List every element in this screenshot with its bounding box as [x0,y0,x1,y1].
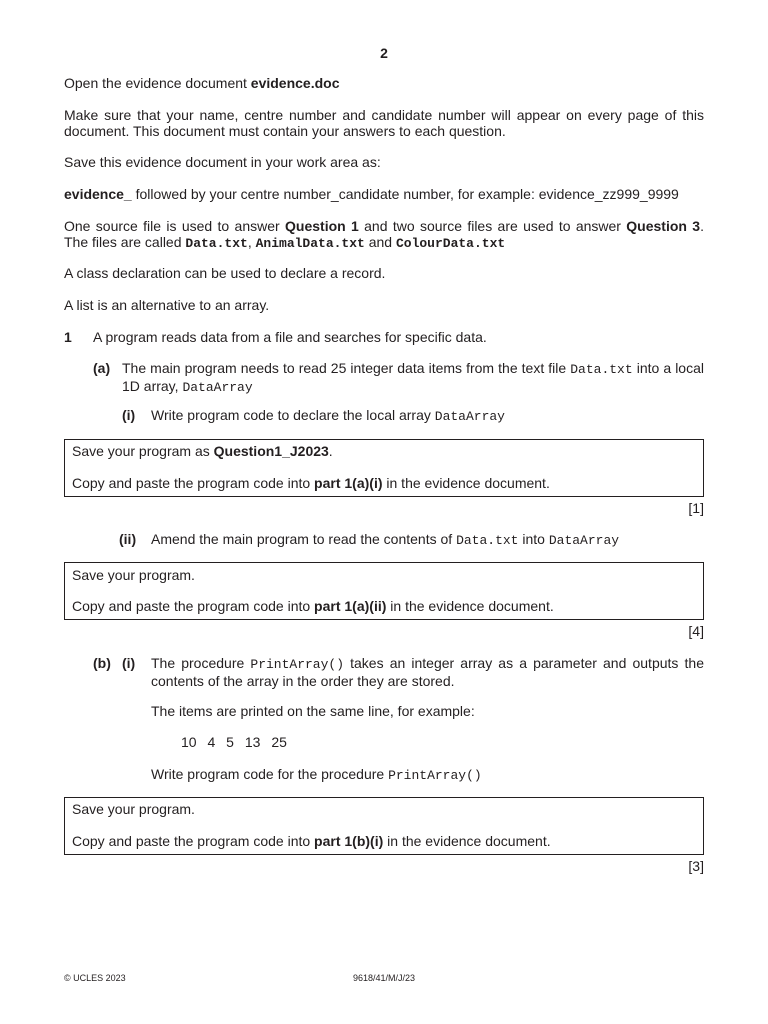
part-a-ii-marks: [4] [688,623,704,639]
part-a-i-save-box [64,439,704,497]
part-a-ii-text-1: Amend the main program to read the contents of [151,531,457,547]
part-a-i-copy-line [72,475,550,491]
file-data-txt: Data.txt [185,236,248,251]
part-a-array: DataArray [182,380,253,395]
source-files-text-1: One source file is used to answer [64,218,286,234]
part-a-i-save-suffix: . [328,443,333,459]
example-item: 25 [271,734,287,750]
file-colourdata-txt: ColourData.txt [395,236,506,251]
make-sure-instruction: Make sure that your name, centre number and candidate number will appear on every page of this document. This document must contain your answers to each question. [64,107,704,139]
save-as-instruction: Save this evidence document in your work area as: [64,154,381,170]
part-a-ii-copy-prefix: Copy and paste the program code into [72,598,315,614]
example-item: 13 [244,734,261,750]
part-b-i-write-text [151,766,704,784]
part-a-file: Data.txt [570,362,633,377]
part-b-i-save-line: Save your program. [72,801,195,817]
part-b-i-save-box [64,797,704,855]
file-animaldata-txt: AnimalData.txt [255,236,365,251]
part-b-i-copy-suffix: in the evidence document. [383,833,551,849]
part-a-i-label: (i) [122,407,136,423]
part-a-label: (a) [93,360,111,376]
part-a-ii-text [151,531,704,549]
part-a-text [122,360,704,396]
question-1-number: 1 [64,329,72,345]
part-a-ii-label: (ii) [119,531,137,547]
page-number: 2 [380,45,388,61]
source-files-question-1: Question 1 [285,218,359,234]
part-a-i-copy-prefix: Copy and paste the program code into [72,475,315,491]
part-b-i-write-instruction: Write program code for the procedure [151,766,389,782]
part-a-ii-array: DataArray [548,533,620,548]
footer-paper-code: 9618/41/M/J/23 [352,973,416,983]
part-a-i-code: DataArray [434,409,505,424]
part-a-ii-copy-line [72,598,554,614]
filename-rule [64,186,704,202]
source-files-instruction [64,218,704,252]
part-b-i-text [151,655,704,689]
source-files-text-2: and two source files are used to answer [358,218,627,234]
part-a-ii-text-2: into [518,531,549,547]
filename-rule-prefix: evidence_ [64,186,132,202]
source-files-question-3: Question 3 [626,218,701,234]
part-a-ii-save-line: Save your program. [72,567,195,583]
part-b-i-procedure: PrintArray() [250,657,345,672]
part-b-i-write-code: PrintArray() [388,768,482,783]
source-files-separator: , [247,234,256,250]
part-b-i-same-line-text: The items are printed on the same line, for example: [151,703,475,719]
part-b-i-text-2: takes an integer array as a parameter and outputs the contents of the array in the order they are stored. [151,655,704,689]
source-files-text-3: . The files are called [64,218,704,250]
part-a-ii-copy-suffix: in the evidence document. [386,598,554,614]
footer-copyright: © UCLES 2023 [64,973,126,983]
list-alternative-note: A list is an alternative to an array. [64,297,270,313]
evidence-filename: evidence.doc [250,75,340,91]
part-a-i-save-filename: Question1_J2023 [213,443,329,459]
example-item: 10 [181,734,197,750]
part-a-ii-file: Data.txt [456,533,519,548]
part-a-i-marks: [1] [688,500,704,516]
part-b-i-copy-line [72,833,551,849]
part-b-label: (b) [93,655,111,671]
part-a-i-text [151,407,704,425]
part-a-i-save-line [72,443,333,459]
part-a-ii-save-box [64,562,704,620]
question-1-stem: A program reads data from a file and searches for specific data. [93,329,487,345]
part-a-text-2: into a local 1D array, [122,360,704,394]
open-evidence-text: Open the evidence document [64,75,251,91]
example-item: 4 [207,734,216,750]
example-output [181,734,287,750]
part-b-i-copy-prefix: Copy and paste the program code into [72,833,315,849]
part-a-text-1: The main program needs to read 25 integer data items from the text file [122,360,571,376]
part-b-i-label: (i) [122,655,136,671]
filename-rule-text: followed by your centre number_candidate number, for example: evidence_zz999_9999 [131,186,679,202]
part-a-i-copy-part: part 1(a)(i) [314,475,383,491]
source-files-and: and [364,234,396,250]
part-a-i-instruction: Write program code to declare the local array [151,407,435,423]
part-a-ii-copy-part: part 1(a)(ii) [314,598,387,614]
part-a-i-copy-suffix: in the evidence document. [382,475,550,491]
part-a-i-save-prefix: Save your program as [72,443,214,459]
open-evidence-instruction [64,75,704,91]
part-b-i-marks: [3] [688,858,704,874]
class-declaration-note: A class declaration can be used to declare a record. [64,265,386,281]
part-b-i-text-1: The procedure [151,655,251,671]
example-item: 5 [226,734,234,750]
part-b-i-copy-part: part 1(b)(i) [314,833,384,849]
